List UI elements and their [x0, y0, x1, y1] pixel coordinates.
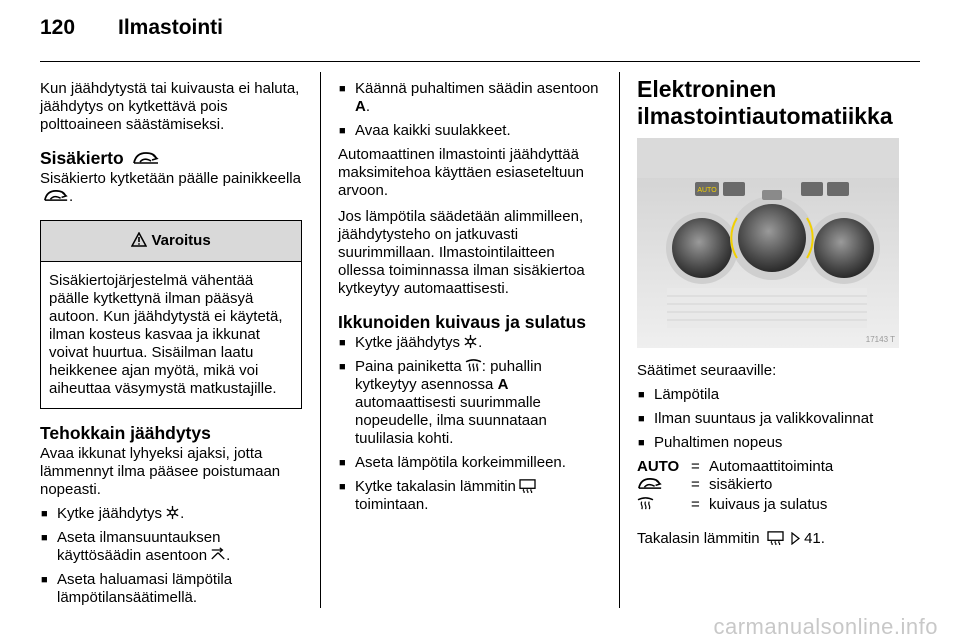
legend-key-defrost [637, 496, 691, 516]
list-item: ■ Lämpötila [637, 386, 903, 404]
column-divider-1 [320, 72, 321, 608]
legend-eq: = [691, 458, 700, 475]
auto-button-label: AUTO [697, 187, 717, 194]
fan-steps [338, 80, 604, 140]
page-title: Ilmastointi [118, 16, 224, 39]
legend-value: sisäkierto [709, 476, 773, 493]
cooling-steps [40, 505, 302, 607]
button-legend [637, 458, 903, 516]
legend-key-auto: AUTO [637, 458, 680, 475]
list-item: ■ Avaa kaikki suulakkeet. [338, 122, 604, 140]
air-vent-direction-icon [210, 547, 226, 562]
list-item: ■ Käännä puhaltimen säädin asentoon A. [338, 80, 604, 116]
defog-heading: Ikkunoiden kuivaus ja sulatus [338, 312, 586, 332]
legend-key-recirc [637, 476, 691, 496]
warning-text: Sisäkiertojärjestelmä vähentää päälle kytkettynä ilman pääsyä autoon. Kun jäähdytystä ei käytetä, ilman kosteus kasvaa ja ikkunat voivat huurtua. Sisäilman laatu heikkenee ajan myötä, mikä voi aiheuttaa väsymystä matkustajille. [49, 272, 283, 397]
recirc-heading: Sisäkierto [40, 148, 302, 168]
lowest-temp-paragraph: Jos lämpötila säädetään alimmilleen, jäähdytysteho on jatkuvasti suurimmillaan. Ilmastointilaitteen ollessa toiminnassa ilman sisäkiertoa kytkeytyy automaattisesti. [338, 208, 585, 297]
snowflake-icon [165, 505, 180, 520]
snowflake-icon [463, 334, 478, 349]
page-reference-arrow-icon [791, 532, 800, 545]
list-item: ■ Aseta ilmansuuntauksen käyttösäädin asentoon . [40, 529, 302, 565]
legend-eq: = [691, 476, 700, 493]
rear-window-heater-icon [767, 530, 784, 545]
warning-triangle-icon [131, 232, 147, 247]
list-item: ■ Ilman suuntaus ja valikkovalinnat [637, 410, 903, 428]
legend-eq: = [691, 496, 700, 513]
section-title: Elektroninen ilmastointiautomatiikka [637, 76, 893, 129]
list-item: ■ Aseta haluamasi lämpötila lämpötilansäätimellä. [40, 571, 302, 607]
windshield-defrost-icon [637, 496, 654, 511]
windshield-defrost-icon [465, 358, 482, 373]
climate-control-panel-image [637, 138, 899, 348]
efficient-cooling-heading: Tehokkain jäähdytys [40, 423, 211, 443]
figure-id-label: 17143 T [865, 335, 895, 344]
intro-paragraph: Kun jäähdytystä tai kuivausta ei haluta, jäähdytys on kytkettävä pois polttoaineen säästämiseksi. [40, 80, 300, 133]
efficient-cooling-paragraph: Avaa ikkunat lyhyeksi ajaksi, jotta lämmennyt ilma pääsee poistumaan nopeasti. [40, 445, 281, 498]
watermark: carmanualsonline.info [713, 614, 938, 639]
list-item: ■ Paina painiketta : puhallin kytkeytyy asennossa A automaattisesti suurimmalle nopeudelle, ilma suunnataan tuulilasia kohti. [338, 358, 604, 448]
auto-cooling-paragraph: Automaattinen ilmastointi jäähdyttää maksimitehoa käyttäen esiaseteltuun arvoon. [338, 146, 584, 199]
warning-box [40, 220, 302, 409]
legend-value: Automaattitoiminta [709, 458, 834, 475]
page-number: 120 [40, 16, 76, 39]
recirculation-icon [43, 188, 69, 203]
recirculation-icon [637, 476, 663, 491]
list-item: ■ Kytke jäähdytys . [338, 334, 604, 352]
climate-panel-illustration [637, 138, 899, 348]
rear-heater-reference: Takalasin lämmitin 41. [637, 530, 825, 547]
controls-list [637, 386, 903, 452]
defog-steps [338, 334, 604, 514]
column-1 [40, 80, 302, 613]
column-2 [338, 80, 604, 520]
recirculation-icon [132, 150, 160, 166]
column-divider-2 [619, 72, 620, 608]
warning-header [41, 221, 301, 262]
list-item: ■ Aseta lämpötila korkeimmilleen. [338, 454, 604, 472]
list-item: ■ Puhaltimen nopeus [637, 434, 903, 452]
warning-title: Varoitus [151, 232, 211, 249]
list-item: ■ Kytke takalasin lämmitin toimintaan. [338, 478, 604, 514]
list-item: ■ Kytke jäähdytys . [40, 505, 302, 523]
legend-value: kuivaus ja sulatus [709, 496, 828, 513]
rear-window-heater-icon [519, 478, 536, 493]
recirc-paragraph: Sisäkierto kytketään päälle painikkeella . [40, 170, 301, 205]
controls-intro: Säätimet seuraaville: [637, 362, 777, 379]
header-rule [40, 61, 920, 62]
page-header [40, 16, 920, 48]
column-3 [637, 76, 903, 556]
